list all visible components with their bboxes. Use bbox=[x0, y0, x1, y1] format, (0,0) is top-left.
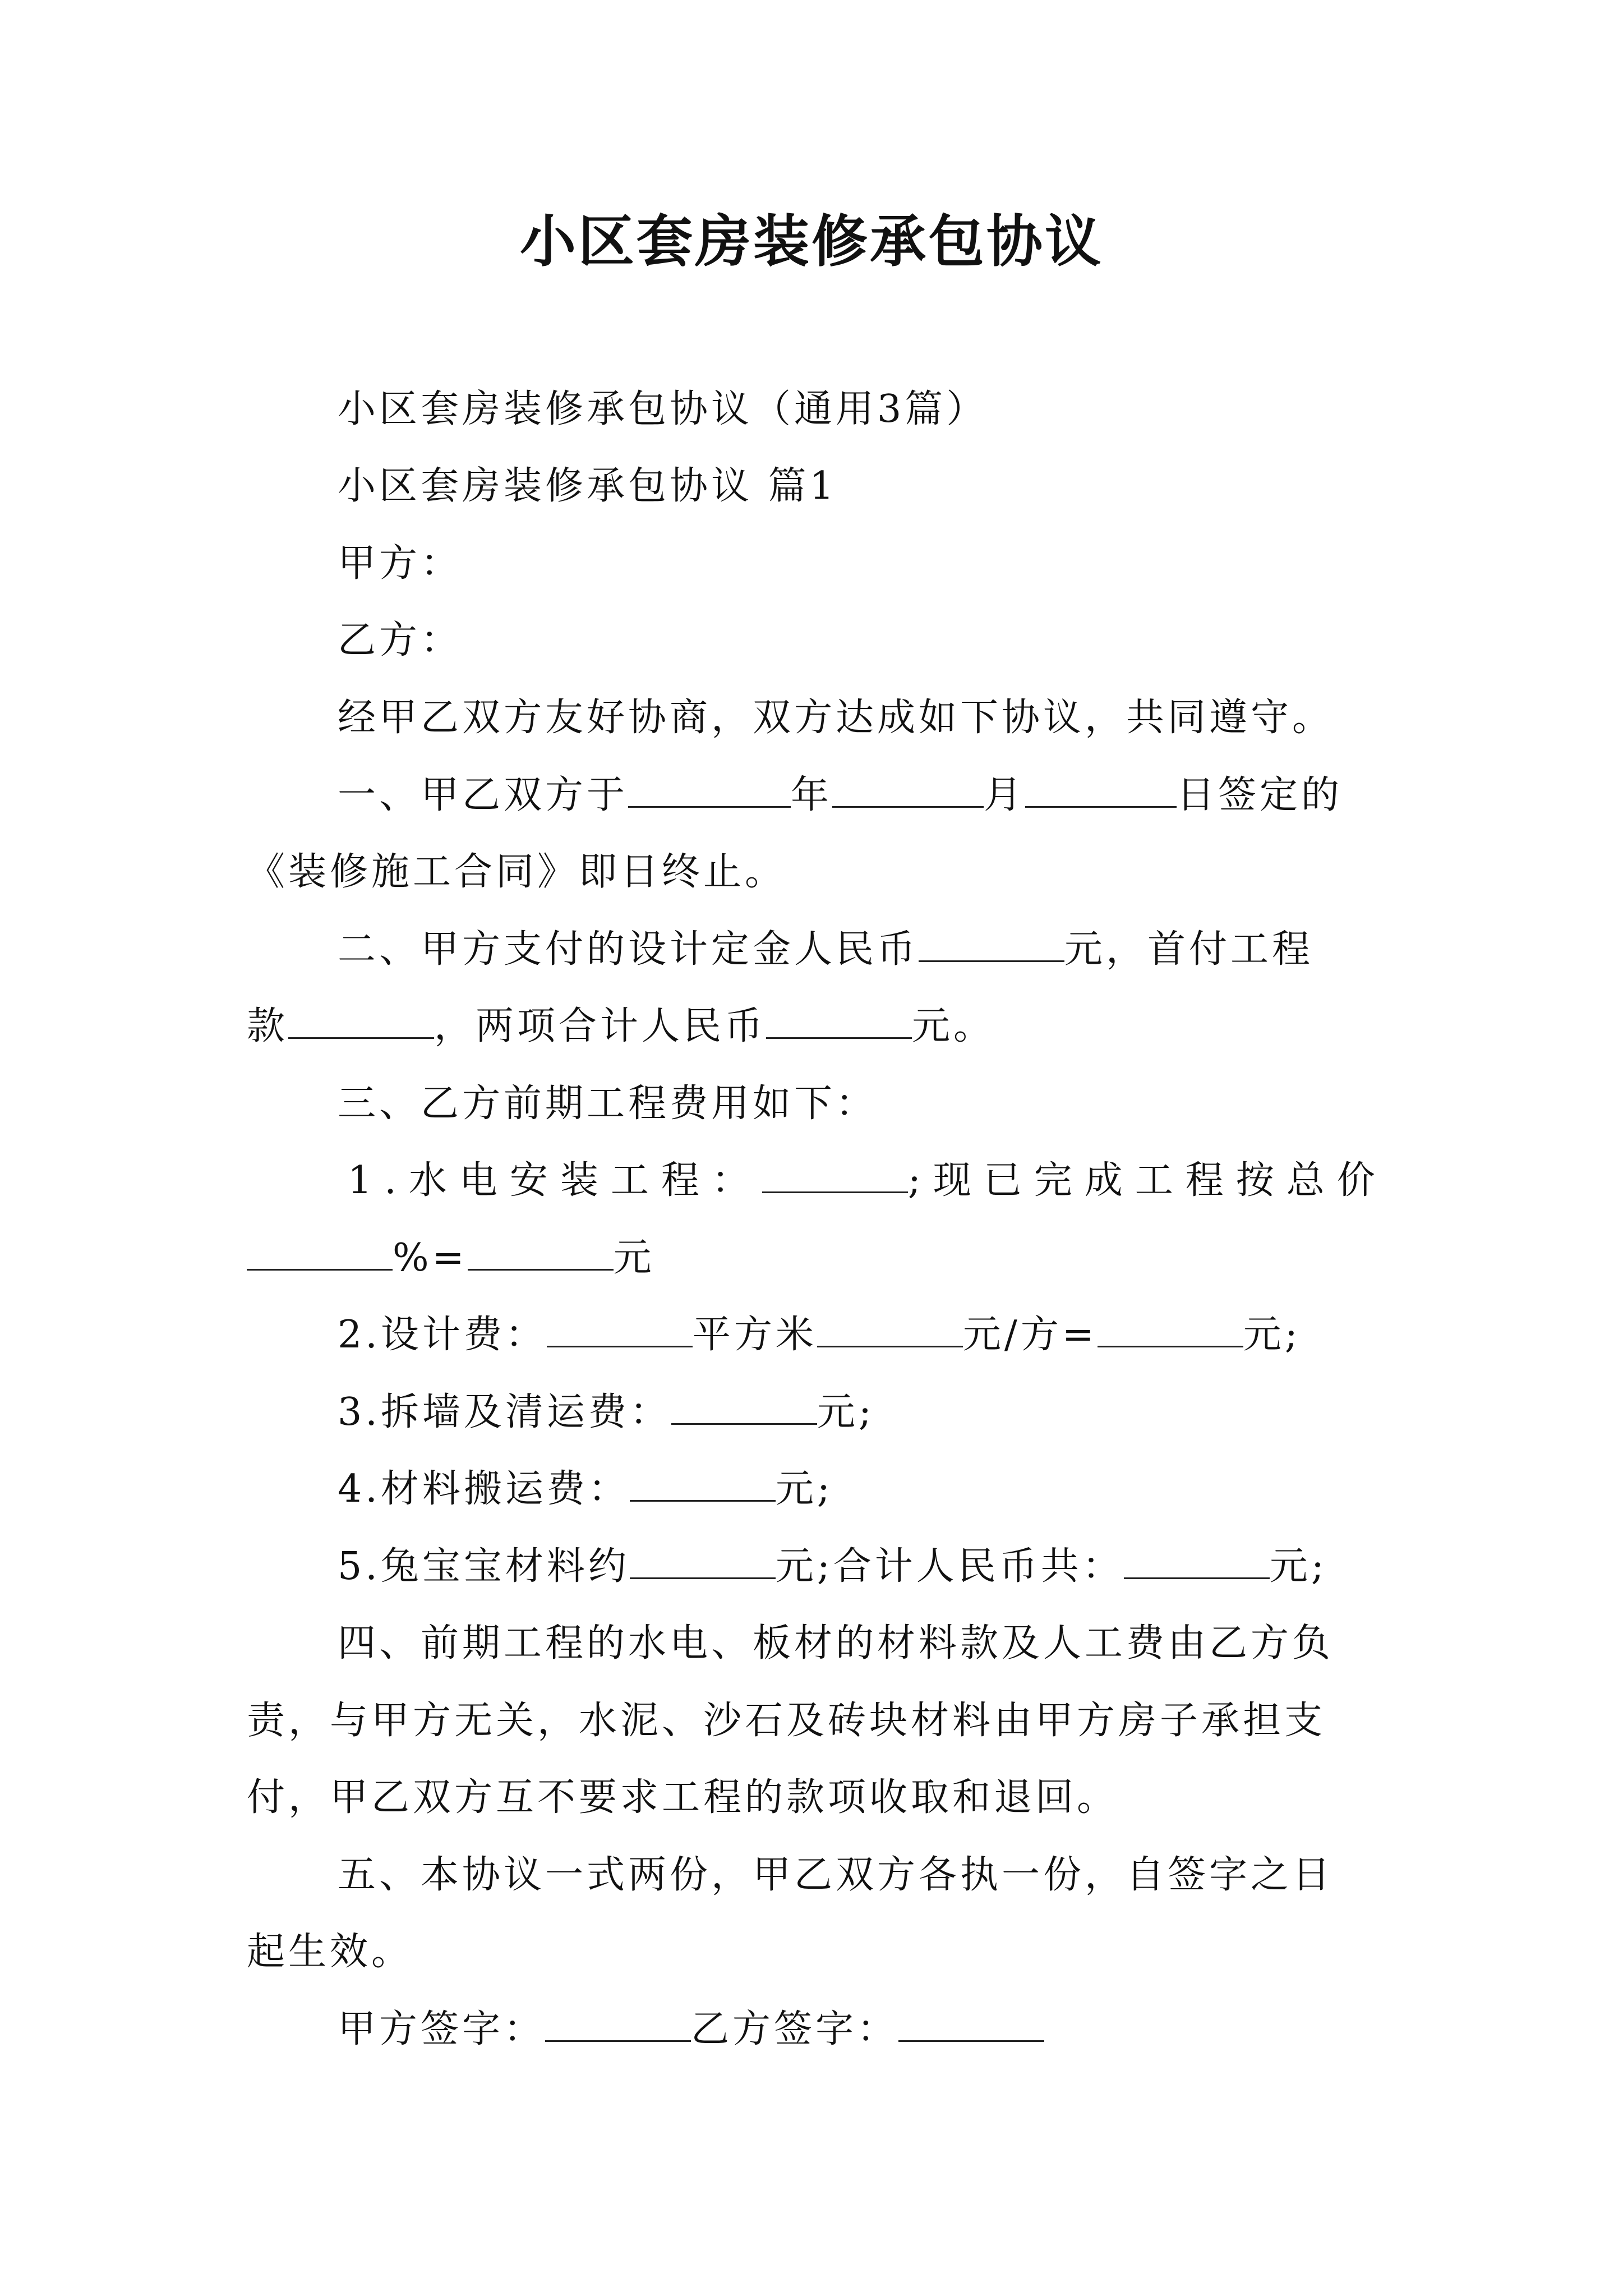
clause-4-line-1: 四、前期工程的水电、板材的材料款及人工费由乙方负 bbox=[338, 1621, 1334, 1665]
item-5-line bbox=[338, 1539, 1327, 1595]
clause-1-line-1 bbox=[338, 767, 1343, 823]
party-b-signature-label: 乙方签字： bbox=[691, 2007, 899, 2051]
amount-blank bbox=[468, 1234, 614, 1271]
month-blank bbox=[832, 771, 984, 808]
demolition-blank bbox=[671, 1388, 817, 1425]
clause-2-text-b: 元，首付工程 bbox=[1064, 927, 1314, 972]
item-5-text-c: 元; bbox=[1269, 1544, 1327, 1589]
item-2-text-a: 2.设计费： bbox=[338, 1313, 547, 1357]
party-a-signature-blank bbox=[545, 2005, 691, 2042]
item-3-text-a: 3.拆墙及清运费： bbox=[338, 1390, 671, 1434]
year-blank bbox=[628, 771, 791, 808]
item-1-line-1 bbox=[348, 1153, 1387, 1209]
hauling-blank bbox=[630, 1465, 776, 1502]
clause-3-heading: 三、乙方前期工程费用如下： bbox=[338, 1082, 878, 1126]
document-title: 小区套房装修承包协议 bbox=[520, 208, 1103, 274]
day-blank bbox=[1025, 771, 1177, 808]
item-1-text-c: %= bbox=[393, 1236, 468, 1280]
item-2-text-d: 元; bbox=[1243, 1313, 1301, 1357]
item-1-text-a: 1.水电安装工程： bbox=[348, 1158, 762, 1203]
clause-2-text-a: 二、甲方支付的设计定金人民币 bbox=[338, 927, 919, 972]
clause-1-text-b: 年 bbox=[791, 773, 833, 817]
clause-5-line-1: 五、本协议一式两份，甲乙双方各执一份，自签字之日 bbox=[338, 1853, 1334, 1897]
subtitle-line: 小区套房装修承包协议（通用3篇） bbox=[338, 387, 988, 431]
item-2-line bbox=[338, 1307, 1301, 1363]
total-blank bbox=[766, 1002, 912, 1039]
unit-price-blank bbox=[817, 1311, 963, 1347]
plumbing-blank bbox=[762, 1157, 908, 1193]
item-4-text-b: 元; bbox=[775, 1467, 833, 1511]
clause-1-text-d: 日签定的 bbox=[1177, 773, 1343, 817]
materials-blank bbox=[630, 1543, 776, 1579]
item-3-text-b: 元; bbox=[817, 1390, 875, 1434]
preamble-line: 经甲乙双方友好协商，双方达成如下协议，共同遵守。 bbox=[338, 696, 1334, 740]
party-b-signature-blank bbox=[898, 2005, 1044, 2042]
first-payment-blank bbox=[288, 1002, 434, 1039]
item-1-text-b: ;现已完成工程按总价 bbox=[907, 1158, 1387, 1203]
item-5-text-b: 元;合计人民币共： bbox=[775, 1544, 1124, 1589]
clause-4-line-2: 责，与甲方无关，水泥、沙石及砖块材料由甲方房子承担支 bbox=[247, 1699, 1326, 1743]
section-heading: 小区套房装修承包协议 篇1 bbox=[338, 464, 837, 508]
clause-4-line-3: 付，甲乙双方互不要求工程的款项收取和退回。 bbox=[247, 1775, 1119, 1820]
item-4-text-a: 4.材料搬运费： bbox=[338, 1467, 630, 1511]
grand-total-blank bbox=[1124, 1543, 1270, 1579]
clause-1-text-a: 一、甲乙双方于 bbox=[338, 773, 629, 817]
deposit-blank bbox=[919, 926, 1064, 962]
item-5-text-a: 5.兔宝宝材料约 bbox=[338, 1544, 630, 1589]
clause-5-line-2: 起生效。 bbox=[247, 1930, 413, 1974]
item-2-text-c: 元/方= bbox=[962, 1313, 1098, 1357]
item-4-line bbox=[338, 1461, 833, 1517]
clause-2-text-e: 元。 bbox=[912, 1004, 995, 1048]
clause-2-text-c: 款 bbox=[247, 1004, 289, 1048]
clause-2-line-2 bbox=[247, 999, 995, 1055]
area-blank bbox=[547, 1311, 693, 1347]
design-fee-blank bbox=[1098, 1311, 1243, 1347]
item-3-line bbox=[338, 1384, 875, 1441]
item-2-text-b: 平方米 bbox=[692, 1313, 817, 1357]
clause-2-text-d: ，两项合计人民币 bbox=[434, 1004, 767, 1048]
clause-1-line-2: 《装修施工合同》即日终止。 bbox=[247, 850, 787, 894]
clause-1-text-c: 月 bbox=[984, 773, 1026, 817]
item-1-text-d: 元 bbox=[613, 1236, 655, 1280]
party-a-signature-label: 甲方签字： bbox=[338, 2007, 546, 2051]
clause-2-line-1 bbox=[338, 922, 1313, 978]
signature-line bbox=[338, 2001, 1044, 2058]
party-b-line: 乙方： bbox=[338, 618, 463, 662]
percent-blank bbox=[247, 1234, 393, 1271]
party-a-line: 甲方： bbox=[338, 541, 463, 586]
item-1-line-2 bbox=[247, 1230, 655, 1286]
